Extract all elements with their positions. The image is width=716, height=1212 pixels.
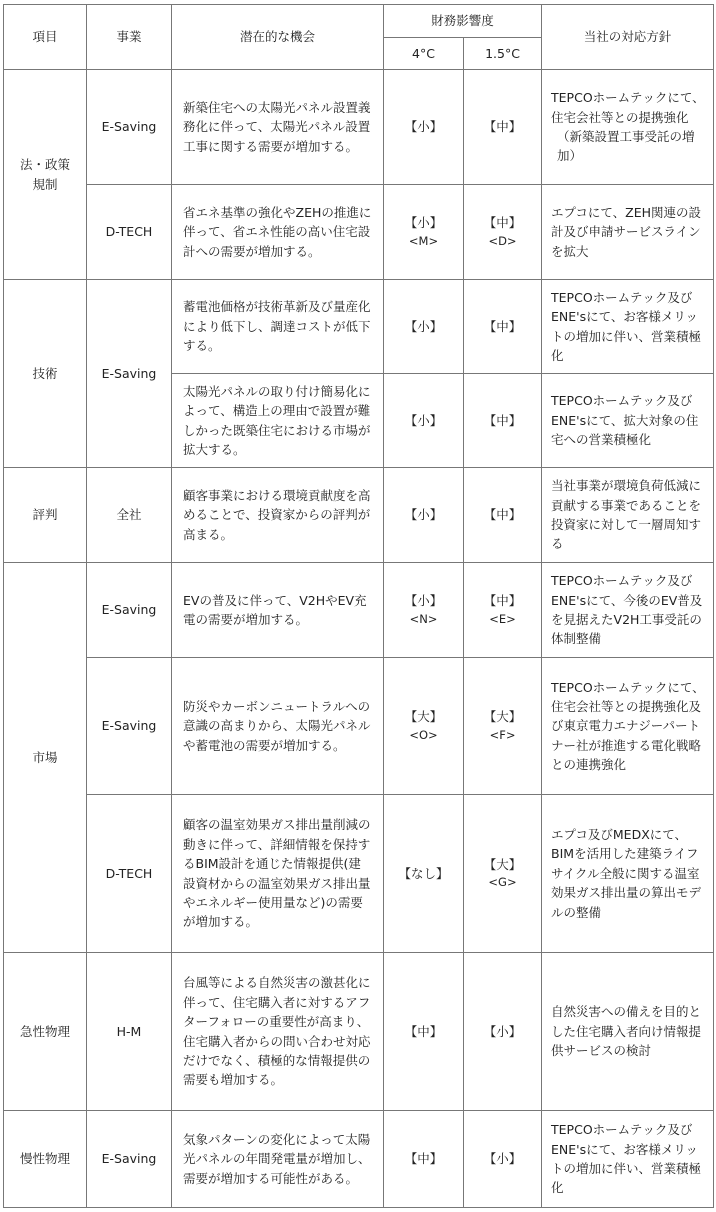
category-cell	[4, 280, 87, 468]
impact-4c-level: 【小】	[404, 215, 443, 231]
policy-line: エプコにて、ZEH関連の設計及び申請サービスラインを拡大	[551, 204, 702, 259]
impact-15c-level: 【大】	[483, 856, 522, 872]
policy-line: TEPCOホームテック及びENE'sにて、拡大対象の住宅への営業積極化	[551, 393, 699, 448]
impact-4c-cell	[384, 70, 464, 185]
impact-4c-level: 【小】	[404, 318, 443, 334]
policy-cell	[542, 658, 714, 795]
business-cell: E-Saving	[87, 563, 172, 658]
policy-line: 自然災害への備えを目的とした住宅購入者向け情報提供サービスの検討	[551, 1004, 702, 1059]
header-policy: 当社の対応方針	[542, 5, 714, 70]
business-cell: E-Saving	[87, 280, 172, 468]
policy-cell	[542, 795, 714, 953]
category-cell	[4, 1111, 87, 1208]
header-business: 事業	[87, 5, 172, 70]
header-item: 項目	[4, 5, 87, 70]
opportunity-cell: EVの普及に伴って、V2HやEV充電の需要が増加する。	[172, 563, 384, 658]
impact-4c-level: 【大】	[404, 709, 443, 725]
header-scenario-15c: 1.5°C	[464, 38, 542, 70]
impact-15c-level: 【中】	[483, 318, 522, 334]
category-label: 法・政策	[19, 157, 70, 173]
policy-line: TEPCOホームテック及びENE'sにて、お客様メリットの増加に伴い、営業積極化	[551, 289, 702, 363]
header-opportunity: 潜在的な機会	[172, 5, 384, 70]
impact-15c-cell	[464, 1111, 542, 1208]
table-row	[4, 280, 714, 374]
header-financial-impact: 財務影響度	[384, 5, 542, 38]
policy-cell	[542, 280, 714, 374]
impact-4c-cell	[384, 658, 464, 795]
policy-cell	[542, 70, 714, 185]
category-cell	[4, 953, 87, 1111]
category-cell	[4, 563, 87, 953]
opportunity-cell: 太陽光パネルの取り付け簡易化によって、構造上の理由で設置が難しかった既築住宅における市場が拡大する。	[172, 374, 384, 468]
impact-15c-cell	[464, 468, 542, 563]
category-label: 技術	[32, 365, 58, 381]
impact-4c-code: <N>	[409, 611, 438, 626]
impact-15c-code: <D>	[488, 233, 517, 248]
impact-15c-cell	[464, 563, 542, 658]
impact-4c-level: 【小】	[404, 412, 443, 428]
opportunity-cell: 顧客の温室効果ガス排出量削減の動きに伴って、詳細情報を保持するBIM設計を通じた情報提供(建設資材からの温室効果ガス排出量やエネルギー使用量など)の需要が増加する。	[172, 795, 384, 953]
policy-cell	[542, 468, 714, 563]
policy-line: 当社事業が環境負荷低減に貢献する事業であることを投資家に対して一層周知する	[551, 478, 702, 552]
opportunity-cell: 蓄電池価格が技術革新及び量産化により低下し、調達コストが低下する。	[172, 280, 384, 374]
opportunities-table	[3, 4, 714, 1208]
policy-cell	[542, 563, 714, 658]
header-scenario-4c: 4°C	[384, 38, 464, 70]
policy-line: TEPCOホームテック及びENE'sにて、今後のEV普及を見据えたV2H工事受託の体制整備	[551, 573, 703, 647]
impact-4c-level: 【中】	[404, 1023, 443, 1039]
impact-4c-cell	[384, 1111, 464, 1208]
category-label: 急性物理	[19, 1023, 70, 1039]
impact-4c-cell	[384, 468, 464, 563]
impact-4c-level: 【中】	[404, 1151, 443, 1167]
policy-line: エプコ及びMEDXにて、BIMを活用した建築ライフサイクル全般に関する温室効果ガス排出量の算出モデルの整備	[551, 827, 702, 920]
policy-line: （新築設置工事受託の増加）	[557, 129, 695, 164]
category-label: 規制	[32, 176, 58, 192]
business-cell: E-Saving	[87, 658, 172, 795]
impact-4c-level: 【小】	[404, 593, 443, 609]
impact-15c-cell	[464, 953, 542, 1111]
impact-4c-cell	[384, 563, 464, 658]
impact-4c-cell	[384, 185, 464, 280]
impact-15c-level: 【小】	[483, 1023, 522, 1039]
table-row	[4, 70, 714, 185]
category-cell	[4, 70, 87, 280]
business-cell: E-Saving	[87, 1111, 172, 1208]
impact-15c-level: 【中】	[483, 593, 522, 609]
business-cell: E-Saving	[87, 70, 172, 185]
impact-4c-cell	[384, 280, 464, 374]
opportunity-cell: 台風等による自然災害の激甚化に伴って、住宅購入者に対するアフターフォローの重要性が高まり、住宅購入者からの問い合わせ対応だけでなく、積極的な情報提供の需要も増加する。	[172, 953, 384, 1111]
policy-cell	[542, 953, 714, 1111]
opportunity-cell: 顧客事業における環境貢献度を高めることで、投資家からの評判が高まる。	[172, 468, 384, 563]
policy-cell	[542, 374, 714, 468]
impact-15c-code: <E>	[489, 611, 516, 626]
impact-15c-level: 【小】	[483, 1151, 522, 1167]
table-row	[4, 1111, 714, 1208]
table-row	[4, 795, 714, 953]
impact-15c-code: <G>	[488, 875, 517, 890]
impact-15c-level: 【中】	[483, 215, 522, 231]
policy-line: TEPCOホームテック及びENE'sにて、お客様メリットの増加に伴い、営業積極化	[551, 1122, 702, 1196]
impact-4c-level: 【なし】	[398, 865, 449, 881]
table-row	[4, 658, 714, 795]
impact-4c-level: 【小】	[404, 119, 443, 135]
impact-4c-cell	[384, 374, 464, 468]
policy-line: TEPCOホームテックにて、住宅会社等との提携強化	[551, 90, 705, 125]
impact-15c-cell	[464, 70, 542, 185]
business-cell: D-TECH	[87, 185, 172, 280]
impact-4c-code: <M>	[408, 233, 439, 248]
impact-4c-cell	[384, 953, 464, 1111]
impact-15c-level: 【中】	[483, 119, 522, 135]
business-cell: D-TECH	[87, 795, 172, 953]
table-row	[4, 185, 714, 280]
opportunity-cell: 新築住宅への太陽光パネル設置義務化に伴って、太陽光パネル設置工事に関する需要が増加する。	[172, 70, 384, 185]
impact-15c-cell	[464, 374, 542, 468]
impact-4c-cell	[384, 795, 464, 953]
impact-15c-cell	[464, 185, 542, 280]
category-label: 市場	[32, 749, 58, 765]
impact-15c-level: 【中】	[483, 412, 522, 428]
opportunity-cell: 気象パターンの変化によって太陽光パネルの年間発電量が増加し、需要が増加する可能性がある。	[172, 1111, 384, 1208]
impact-15c-level: 【大】	[483, 709, 522, 725]
impact-15c-level: 【中】	[483, 507, 522, 523]
category-cell	[4, 468, 87, 563]
impact-15c-code: <F>	[489, 727, 516, 742]
table-row	[4, 468, 714, 563]
opportunity-cell: 防災やカーボンニュートラルへの意識の高まりから、太陽光パネルや蓄電池の需要が増加する。	[172, 658, 384, 795]
business-cell: H-M	[87, 953, 172, 1111]
impact-4c-level: 【小】	[404, 507, 443, 523]
impact-4c-code: <O>	[409, 727, 438, 742]
policy-line: TEPCOホームテックにて、住宅会社等との提携強化及び東京電力エナジーパートナー社が推進する電化戦略との連携強化	[551, 679, 705, 773]
impact-15c-cell	[464, 280, 542, 374]
business-cell: 全社	[87, 468, 172, 563]
category-label: 慢性物理	[19, 1151, 70, 1167]
policy-cell	[542, 1111, 714, 1208]
policy-cell	[542, 185, 714, 280]
table-row	[4, 953, 714, 1111]
category-label: 評判	[32, 507, 58, 523]
impact-15c-cell	[464, 658, 542, 795]
table-row	[4, 563, 714, 658]
impact-15c-cell	[464, 795, 542, 953]
opportunity-cell: 省エネ基準の強化やZEHの推進に伴って、省エネ性能の高い住宅設計への需要が増加する。	[172, 185, 384, 280]
